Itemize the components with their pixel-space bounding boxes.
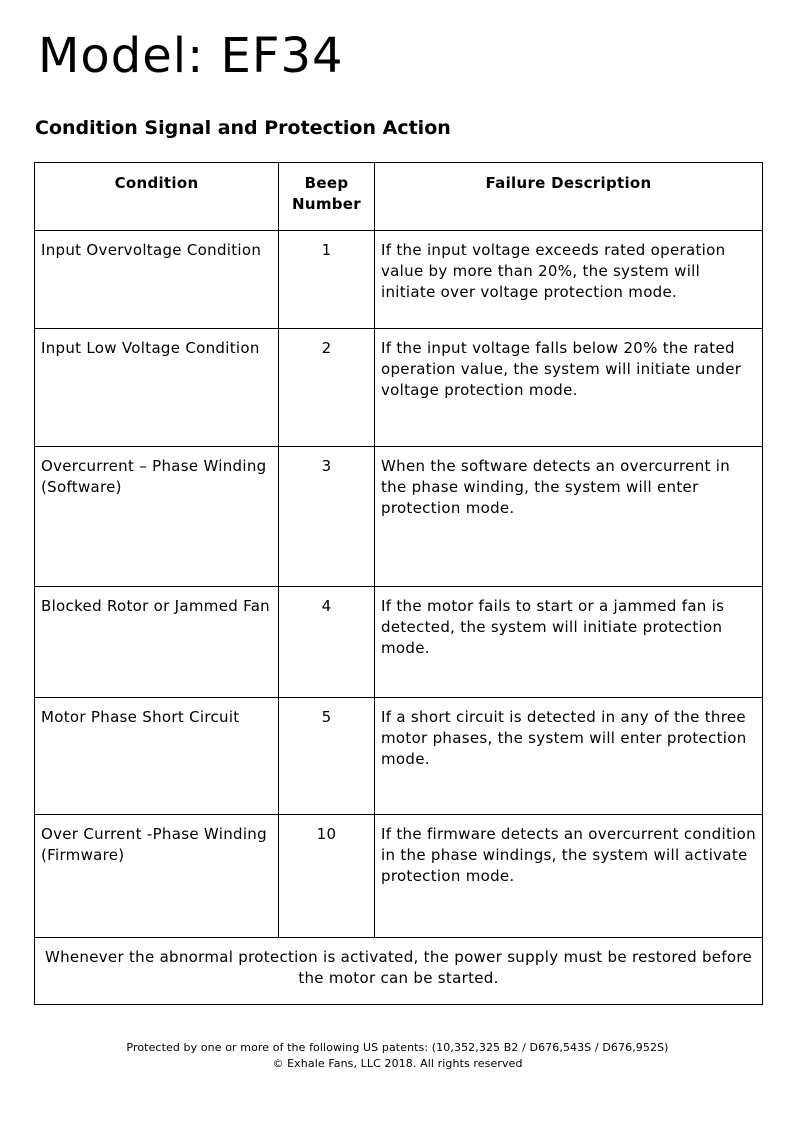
protection-note: Whenever the abnormal protection is activated, the power supply must be restored before the motor can be started. [35,938,763,1005]
beep-number-cell: 4 [279,587,375,698]
column-header-beep-number: Beep Number [279,163,375,231]
table-row [35,447,763,587]
condition-cell: Input Overvoltage Condition [35,231,279,329]
beep-number-cell: 3 [279,447,375,587]
beep-number-cell: 5 [279,698,375,815]
column-header-failure-description: Failure Description [375,163,763,231]
table-row [35,698,763,815]
failure-description-cell: If the motor fails to start or a jammed fan is detected, the system will initiate protection mode. [375,587,763,698]
failure-description-cell: If the input voltage exceeds rated operation value by more than 20%, the system will initiate over voltage protection mode. [375,231,763,329]
patent-notice: Protected by one or more of the following US patents: (10,352,325 B2 / D676,543S / D676,952S) [126,1041,669,1054]
table-row [35,587,763,698]
table-header-row [35,163,763,231]
condition-cell: Over Current -Phase Winding (Firmware) [35,815,279,938]
copyright-notice: © Exhale Fans, LLC 2018. All rights reserved [272,1057,523,1070]
failure-description-cell: If the input voltage falls below 20% the rated operation value, the system will initiate under voltage protection mode. [375,329,763,447]
failure-description-cell: If the firmware detects an overcurrent condition in the phase windings, the system will activate protection mode. [375,815,763,938]
table-row [35,329,763,447]
failure-description-cell: If a short circuit is detected in any of the three motor phases, the system will enter protection mode. [375,698,763,815]
beep-number-cell: 2 [279,329,375,447]
condition-cell: Motor Phase Short Circuit [35,698,279,815]
beep-number-cell: 10 [279,815,375,938]
condition-table [34,162,763,1005]
table-row [35,815,763,938]
table-row [35,231,763,329]
column-header-condition: Condition [35,163,279,231]
condition-cell: Blocked Rotor or Jammed Fan [35,587,279,698]
page-title: Model: EF34 [38,28,344,84]
section-title: Condition Signal and Protection Action [35,117,451,139]
condition-cell: Input Low Voltage Condition [35,329,279,447]
table-note-row [35,938,763,1005]
condition-cell: Overcurrent – Phase Winding (Software) [35,447,279,587]
failure-description-cell: When the software detects an overcurrent in the phase winding, the system will enter protection mode. [375,447,763,587]
footer [0,1040,795,1072]
beep-number-cell: 1 [279,231,375,329]
